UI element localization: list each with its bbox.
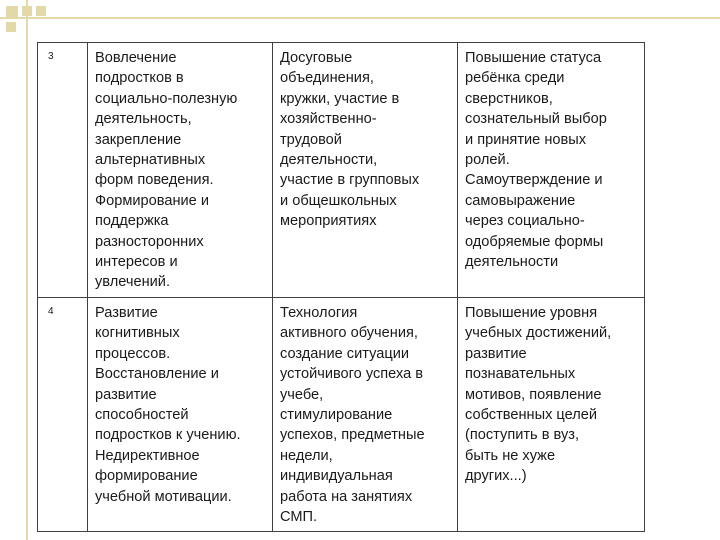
result-cell: [458, 43, 645, 298]
goal-text: Развитие когнитивных процессов. Восстановление и развитие способностей подростков к учению. Недирективное формирование учебной мотивации.: [95, 304, 241, 505]
result-cell: [458, 297, 645, 531]
forms-text: Технология активного обучения, создание ситуации устойчивого успеха в учебе, стимулирование успехов, предметные недели, индивидуальная работа на занятиях СМП.: [280, 304, 425, 525]
forms-text: Досуговые объединения, кружки, участие в хозяйственно- трудовой деятельности, участие в групповых и общешкольных мероприятиях: [280, 50, 420, 230]
forms-cell: [273, 43, 458, 298]
result-text: Повышение уровня учебных достижений, развитие познавательных мотивов, появление собственных целей (поступить в вуз, быть не хуже других...): [465, 304, 612, 485]
decorative-vertical-line: [26, 0, 28, 540]
decorative-square: [36, 6, 46, 16]
decorative-square: [22, 6, 32, 16]
decorative-horizontal-line: [0, 17, 720, 19]
goal-cell: [88, 43, 273, 298]
decorative-square: [6, 6, 18, 18]
row-number-cell: 3: [38, 43, 88, 298]
table-row: [38, 43, 645, 298]
decorative-square: [6, 22, 16, 32]
row-number-cell: 4: [38, 297, 88, 531]
goal-text: Вовлечение подростков в социально-полезную деятельность, закрепление альтернативных форм поведения. Формирование и поддержка разносторонних интересов и увлечений.: [95, 50, 238, 291]
forms-cell: [273, 297, 458, 531]
program-table: [37, 42, 645, 532]
goal-cell: [88, 297, 273, 531]
table-row: [38, 297, 645, 531]
result-text: Повышение статуса ребёнка среди сверстников, сознательный выбор и принятие новых ролей. Самоутверждение и самовыражение через социально- одобряемые формы деятельности: [465, 50, 607, 271]
